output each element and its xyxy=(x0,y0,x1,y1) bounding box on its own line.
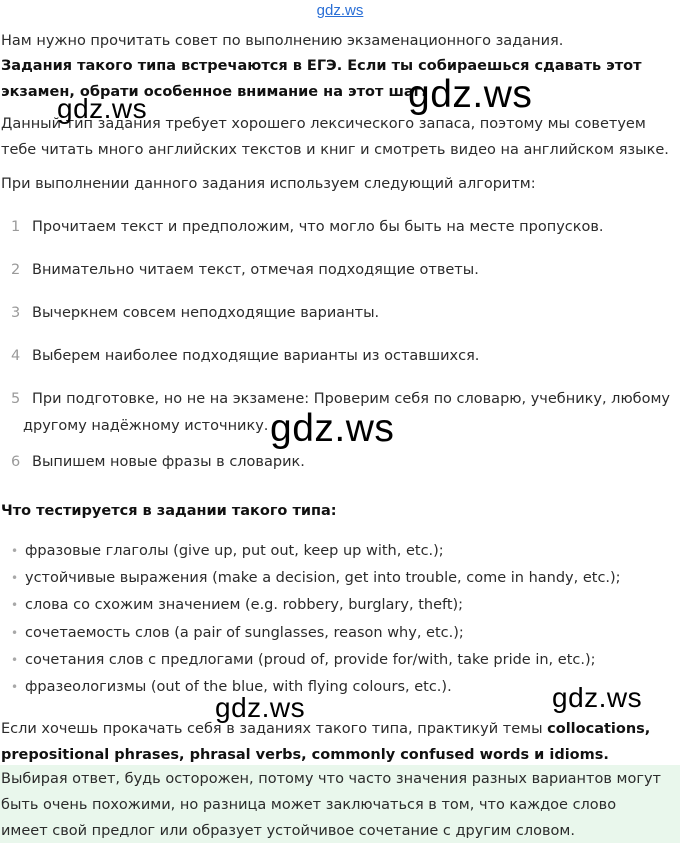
bullet-icon: • xyxy=(11,652,19,667)
step-item xyxy=(11,214,671,241)
step-number: 4 xyxy=(11,348,21,364)
step-text: При подготовке, но не на экзамене: Проверим себя по словарю, учебнику, любому xyxy=(32,391,670,407)
vocabulary-advice: Данный тип задания требует хорошего лексического запаса, поэтому мы советуем тебе читать много английских текстов и книг и смотреть видео на английском языке. xyxy=(1,116,669,158)
tested-heading: Что тестируется в задании такого типа: xyxy=(1,503,337,519)
step-text: Прочитаем текст и предположим, что могло бы быть на месте пропусков. xyxy=(32,219,604,235)
list-item xyxy=(11,674,621,701)
step-text: Внимательно читаем текст, отмечая подходящие ответы. xyxy=(32,262,479,278)
list-item-text: сочетания слов с предлогами (proud of, provide for/with, take pride in, etc.); xyxy=(25,651,596,668)
bullet-icon: • xyxy=(11,625,19,640)
step-number: 3 xyxy=(11,305,21,321)
step-number: 5 xyxy=(11,391,21,407)
step-text: Вычеркнем совсем неподходящие варианты. xyxy=(32,305,380,321)
watermark: gdz.ws xyxy=(57,93,148,124)
step-number: 2 xyxy=(11,262,21,278)
tested-list xyxy=(11,538,621,701)
note-callout xyxy=(0,765,680,843)
list-item-text: фразеологизмы (out of the blue, with flying colours, etc.). xyxy=(25,678,452,695)
step-item xyxy=(11,300,671,327)
step-number: 1 xyxy=(11,219,21,235)
step-text: Выпишем новые фразы в словарик. xyxy=(32,454,305,470)
list-item xyxy=(11,565,621,592)
site-logo-link[interactable]: gdz.ws xyxy=(316,2,364,19)
step-item xyxy=(11,449,671,476)
list-item-text: сочетаемость слов (a pair of sunglasses, reason why, etc.); xyxy=(25,624,464,641)
bullet-icon: • xyxy=(11,571,19,586)
algorithm-intro: При выполнении данного задания используем следующий алгоритм: xyxy=(1,176,536,192)
watermark: gdz.ws xyxy=(552,682,643,713)
watermark: gdz.ws xyxy=(270,407,395,450)
list-item-text: устойчивые выражения (make a decision, get into trouble, come in handy, etc.); xyxy=(25,570,621,587)
bullet-icon: • xyxy=(11,598,19,613)
practice-text: Если хочешь прокачать себя в заданиях такого типа, практикуй темы xyxy=(1,721,548,737)
list-item xyxy=(11,538,621,565)
watermark: gdz.ws xyxy=(408,73,533,116)
step-number: 6 xyxy=(11,454,21,470)
bullet-icon: • xyxy=(11,679,19,694)
list-item-text: слова со схожим значением (e.g. robbery, burglary, theft); xyxy=(25,597,464,614)
step-text-continued: другому надёжному источнику. xyxy=(23,418,269,434)
list-item xyxy=(11,647,621,674)
list-item xyxy=(11,592,621,619)
list-item xyxy=(11,620,621,647)
list-item-text: фразовые глаголы (give up, put out, keep up with, etc.); xyxy=(25,543,444,559)
watermark: gdz.ws xyxy=(215,692,306,723)
practice-advice xyxy=(1,716,676,768)
intro-line: Нам нужно прочитать совет по выполнению экзаменационного задания. xyxy=(1,33,564,49)
step-text: Выберем наиболее подходящие варианты из оставшихся. xyxy=(32,348,480,364)
step-item xyxy=(11,343,671,370)
note-text: Выбирая ответ, будь осторожен, потому что часто значения разных вариантов могут быть очень похожими, но разница может заключаться в том, что каждое слово имеет свой предлог или образует устойчивое сочетание с другим словом. xyxy=(1,771,661,839)
intro-bold-text: Задания такого типа встречаются в ЕГЭ. Если ты собираешься сдавать этот экзамен, обрати особенное внимание на этот шаг. xyxy=(1,58,642,100)
bullet-icon: • xyxy=(11,544,19,558)
step-item xyxy=(11,257,671,284)
practice-topics: collocations, prepositional phrases, phrasal verbs, commonly confused words и idioms. xyxy=(1,721,651,763)
